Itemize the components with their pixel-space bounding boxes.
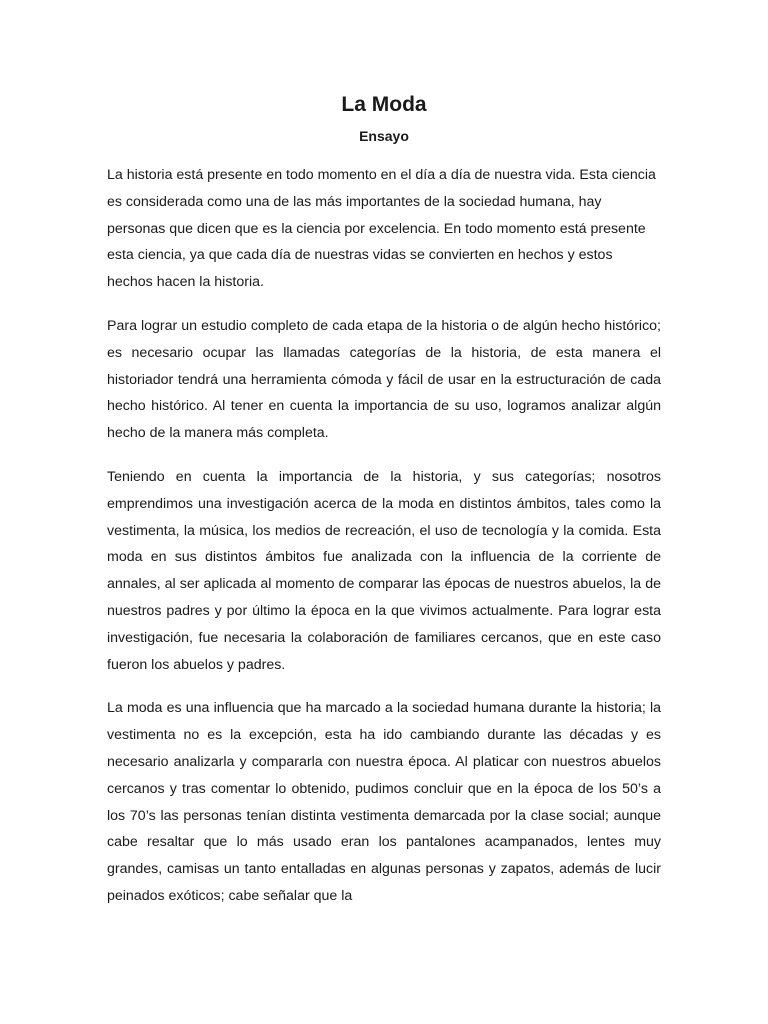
paragraph-1: La historia está presente en todo momento en el día a día de nuestra vida. Esta ciencia es considerada como una de las más importantes de la sociedad humana, hay personas que dicen que es la ciencia por excelencia. En todo momento está presente esta ciencia, ya que cada día de nuestras vidas se convierten en hechos y estos hechos hacen la historia. xyxy=(107,167,656,291)
document-body xyxy=(107,162,661,927)
document-subtitle: Ensayo xyxy=(359,128,409,144)
paragraph-2: Para lograr un estudio completo de cada etapa de la historia o de algún hecho histórico; es necesario ocupar las llamadas categorías de la historia, de esta manera el historiador tendrá una herramienta cómoda y fácil de usar en la estructuración de cada hecho histórico. Al tener en cuenta la importancia de su uso, logramos analizar algún hecho de la manera más completa. xyxy=(107,317,661,442)
paragraph-4: La moda es una influencia que ha marcado a la sociedad humana durante la historia; la vestimenta no es la excepción, esta ha ido cambiando durante las décadas y es necesario analizarla y compararla con nuestra época. Al platicar con nuestros abuelos cercanos y tras comentar lo obtenido, pudimos concluir que en la época de los 50’s a los 70’s las personas tenían distinta vestimenta demarcada por la clase social; aunque cabe resaltar que lo más usado eran los pantalones acampanados, lentes muy grandes, camisas un tanto entalladas en algunas personas y zapatos, además de lucir peinados exóticos; cabe señalar que la xyxy=(107,700,661,904)
document-title: La Moda xyxy=(341,93,427,116)
paragraph-3: Teniendo en cuenta la importancia de la historia, y sus categorías; nosotros emprendimos una investigación acerca de la moda en distintos ámbitos, tales como la vestimenta, la música, los medios de recreación, el uso de tecnología y la comida. Esta moda en sus distintos ámbitos fue analizada con la influencia de la corriente de annales, al ser aplicada al momento de comparar las épocas de nuestros abuelos, la de nuestros padres y por último la época en la que vivimos actualmente. Para lograr esta investigación, fue necesaria la colaboración de familiares cercanos, que en este caso fueron los abuelos y padres. xyxy=(107,468,661,673)
